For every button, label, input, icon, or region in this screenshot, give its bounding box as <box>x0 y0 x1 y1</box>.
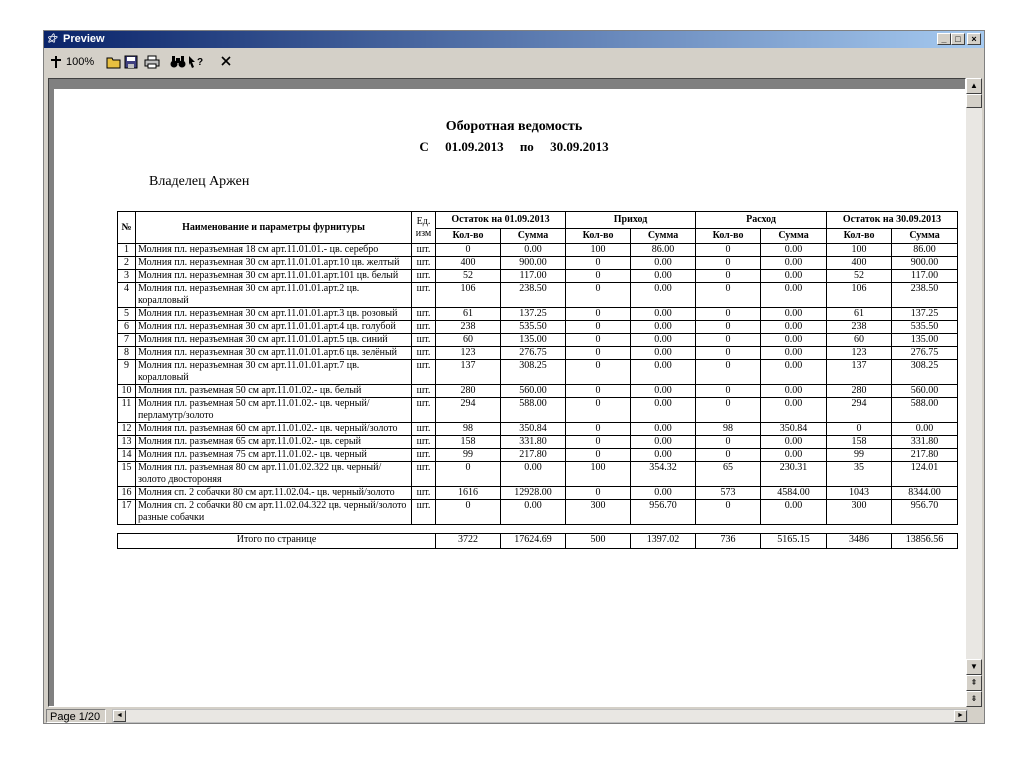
cell-name: Молния пл. неразъемная 30 см арт.11.01.01.арт.7 цв. коралловый <box>136 360 412 385</box>
cell-income-qty: 0 <box>566 360 631 385</box>
total-label: Итого по странице <box>118 534 436 549</box>
cell-unit: шт. <box>412 347 436 360</box>
cell-income-qty: 100 <box>566 462 631 487</box>
cell-end-sum: 276.75 <box>892 347 958 360</box>
cell-income-qty: 0 <box>566 398 631 423</box>
cell-expense-qty: 573 <box>696 487 761 500</box>
cell-income-qty: 0 <box>566 283 631 308</box>
cell-expense-qty: 0 <box>696 436 761 449</box>
cell-num: 10 <box>118 385 136 398</box>
cell-end-sum: 86.00 <box>892 244 958 257</box>
cell-end-sum: 124.01 <box>892 462 958 487</box>
cell-end-sum: 331.80 <box>892 436 958 449</box>
cell-income-sum: 0.00 <box>631 487 696 500</box>
period-date-to: 30.09.2013 <box>550 139 609 154</box>
cell-end-qty: 123 <box>827 347 892 360</box>
cell-income-qty: 100 <box>566 244 631 257</box>
table-row <box>118 257 958 270</box>
cell-income-qty: 0 <box>566 436 631 449</box>
cell-unit: шт. <box>412 487 436 500</box>
cell-end-qty: 106 <box>827 283 892 308</box>
cell-name: Молния пл. неразъемная 30 см арт.11.01.01.арт.2 цв. коралловый <box>136 283 412 308</box>
cell-end-qty: 300 <box>827 500 892 525</box>
cell-unit: шт. <box>412 334 436 347</box>
cell-end-sum: 117.00 <box>892 270 958 283</box>
period-from-label: С <box>419 139 429 154</box>
cell-expense-sum: 0.00 <box>761 270 827 283</box>
cell-unit: шт. <box>412 244 436 257</box>
cell-end-qty: 1043 <box>827 487 892 500</box>
table-row <box>118 423 958 436</box>
preview-window <box>43 30 985 724</box>
cell-unit: шт. <box>412 462 436 487</box>
cell-income-sum: 0.00 <box>631 257 696 270</box>
col-header-qty: Кол-во <box>827 229 892 244</box>
cell-start-sum: 560.00 <box>501 385 566 398</box>
cell-income-sum: 0.00 <box>631 360 696 385</box>
cell-expense-qty: 0 <box>696 308 761 321</box>
total-value: 500 <box>566 534 631 549</box>
cell-end-qty: 35 <box>827 462 892 487</box>
find-icon[interactable] <box>170 53 186 71</box>
cell-unit: шт. <box>412 500 436 525</box>
cell-end-sum: 137.25 <box>892 308 958 321</box>
title-bar <box>44 31 984 48</box>
table-row <box>118 321 958 334</box>
cell-expense-sum: 0.00 <box>761 347 827 360</box>
table-row <box>118 398 958 423</box>
cell-start-qty: 60 <box>436 334 501 347</box>
cell-start-qty: 98 <box>436 423 501 436</box>
cell-expense-qty: 0 <box>696 321 761 334</box>
cell-start-qty: 0 <box>436 500 501 525</box>
table-row <box>118 487 958 500</box>
cell-name: Молния пл. неразъемная 30 см арт.11.01.01.арт.5 цв. синий <box>136 334 412 347</box>
cell-unit: шт. <box>412 270 436 283</box>
col-header-sum: Сумма <box>631 229 696 244</box>
scroll-up-button[interactable]: ▲ <box>966 78 982 94</box>
app-icon: ⚝ <box>47 33 57 44</box>
cell-name: Молния пл. неразъемная 30 см арт.11.01.01.арт.3 цв. розовый <box>136 308 412 321</box>
zoom-icon[interactable] <box>50 53 64 71</box>
cell-unit: шт. <box>412 257 436 270</box>
cell-start-sum: 137.25 <box>501 308 566 321</box>
col-header-start-balance: Остаток на 01.09.2013 <box>436 212 566 229</box>
cell-start-qty: 99 <box>436 449 501 462</box>
preview-viewport[interactable] <box>48 78 966 707</box>
cell-start-sum: 238.50 <box>501 283 566 308</box>
period-date-from: 01.09.2013 <box>445 139 504 154</box>
cell-num: 7 <box>118 334 136 347</box>
turnover-table <box>117 211 958 549</box>
cell-expense-qty: 0 <box>696 244 761 257</box>
cell-num: 4 <box>118 283 136 308</box>
total-value: 17624.69 <box>501 534 566 549</box>
horizontal-scrollbar[interactable] <box>112 709 968 723</box>
scroll-thumb[interactable] <box>966 94 982 108</box>
table-row <box>118 500 958 525</box>
cell-income-sum: 0.00 <box>631 270 696 283</box>
table-row <box>118 449 958 462</box>
scroll-down-button[interactable]: ▼ <box>966 659 982 675</box>
cell-start-qty: 0 <box>436 244 501 257</box>
cell-name: Молния пл. разъемная 65 см арт.11.01.02.- цв. серый <box>136 436 412 449</box>
col-header-sum: Сумма <box>501 229 566 244</box>
cell-income-qty: 0 <box>566 423 631 436</box>
page-down-button[interactable]: ⇟ <box>966 691 982 707</box>
cell-start-sum: 0.00 <box>501 462 566 487</box>
cell-income-sum: 0.00 <box>631 385 696 398</box>
cell-start-sum: 217.80 <box>501 449 566 462</box>
cell-income-qty: 0 <box>566 270 631 283</box>
cell-name: Молния пл. разъемная 75 см арт.11.01.02.- цв. черный <box>136 449 412 462</box>
cell-income-qty: 0 <box>566 347 631 360</box>
cell-name: Молния пл. разъемная 50 см арт.11.01.02.- цв. белый <box>136 385 412 398</box>
help-pointer-icon[interactable] <box>188 53 204 71</box>
cell-income-qty: 0 <box>566 449 631 462</box>
cell-num: 17 <box>118 500 136 525</box>
report-page <box>54 89 966 707</box>
cell-income-sum: 0.00 <box>631 449 696 462</box>
maximize-button[interactable]: □ <box>951 33 965 45</box>
cell-expense-sum: 0.00 <box>761 308 827 321</box>
total-value: 13856.56 <box>892 534 958 549</box>
table-row <box>118 436 958 449</box>
cell-name: Молния пл. неразъемная 30 см арт.11.01.01.арт.10 цв. желтый <box>136 257 412 270</box>
period-to-label: по <box>519 139 534 154</box>
cell-income-sum: 0.00 <box>631 334 696 347</box>
cell-expense-sum: 0.00 <box>761 398 827 423</box>
col-header-sum: Сумма <box>761 229 827 244</box>
cell-start-qty: 0 <box>436 462 501 487</box>
cell-expense-qty: 0 <box>696 283 761 308</box>
open-icon[interactable] <box>106 53 122 71</box>
cell-end-qty: 61 <box>827 308 892 321</box>
save-icon[interactable] <box>124 53 140 71</box>
cell-end-qty: 280 <box>827 385 892 398</box>
report-title: Оборотная ведомость <box>445 119 583 134</box>
window-title: Preview <box>63 33 105 45</box>
cell-unit: шт. <box>412 436 436 449</box>
col-header-qty: Кол-во <box>436 229 501 244</box>
close-window-button[interactable]: × <box>967 33 981 45</box>
scroll-left-button[interactable]: ◄ <box>113 710 126 722</box>
cell-unit: шт. <box>412 423 436 436</box>
cell-start-sum: 117.00 <box>501 270 566 283</box>
cell-unit: шт. <box>412 283 436 308</box>
cell-start-sum: 535.50 <box>501 321 566 334</box>
cell-end-qty: 100 <box>827 244 892 257</box>
total-value: 3722 <box>436 534 501 549</box>
cell-num: 16 <box>118 487 136 500</box>
cell-end-sum: 535.50 <box>892 321 958 334</box>
cell-start-sum: 276.75 <box>501 347 566 360</box>
cell-income-qty: 0 <box>566 321 631 334</box>
cell-end-sum: 588.00 <box>892 398 958 423</box>
cell-start-qty: 61 <box>436 308 501 321</box>
cell-start-qty: 137 <box>436 360 501 385</box>
cell-expense-sum: 0.00 <box>761 257 827 270</box>
cell-start-sum: 900.00 <box>501 257 566 270</box>
cell-unit: шт. <box>412 449 436 462</box>
zoom-level[interactable]: 100% <box>66 56 95 68</box>
cell-expense-sum: 350.84 <box>761 423 827 436</box>
minimize-button[interactable]: _ <box>937 33 951 45</box>
cell-expense-sum: 0.00 <box>761 321 827 334</box>
page-up-button[interactable]: ⇞ <box>966 675 982 691</box>
cell-end-qty: 158 <box>827 436 892 449</box>
cell-income-qty: 0 <box>566 257 631 270</box>
table-row <box>118 283 958 308</box>
cell-income-sum: 354.32 <box>631 462 696 487</box>
cell-end-qty: 99 <box>827 449 892 462</box>
cell-income-qty: 0 <box>566 334 631 347</box>
cell-unit: шт. <box>412 385 436 398</box>
owner-name: Владелец Аржен <box>149 174 250 189</box>
cell-expense-sum: 230.31 <box>761 462 827 487</box>
report-period <box>54 139 966 155</box>
cell-expense-qty: 0 <box>696 347 761 360</box>
cell-unit: шт. <box>412 360 436 385</box>
page-indicator: Page 1/20 <box>46 709 106 723</box>
cell-num: 6 <box>118 321 136 334</box>
cell-expense-qty: 0 <box>696 449 761 462</box>
col-header-qty: Кол-во <box>696 229 761 244</box>
cell-name: Молния пл. разъемная 80 см арт.11.01.02.322 цв. черный/золото двостороняя <box>136 462 412 487</box>
cell-expense-sum: 0.00 <box>761 334 827 347</box>
total-value: 736 <box>696 534 761 549</box>
cell-start-qty: 123 <box>436 347 501 360</box>
cell-income-sum: 956.70 <box>631 500 696 525</box>
cell-expense-qty: 0 <box>696 360 761 385</box>
cell-expense-qty: 0 <box>696 334 761 347</box>
table-row <box>118 347 958 360</box>
cell-income-sum: 0.00 <box>631 423 696 436</box>
cell-start-qty: 238 <box>436 321 501 334</box>
cell-expense-qty: 0 <box>696 398 761 423</box>
total-value: 1397.02 <box>631 534 696 549</box>
cell-name: Молния сп. 2 собачки 80 см арт.11.02.04.- цв. черный/золото <box>136 487 412 500</box>
total-value: 3486 <box>827 534 892 549</box>
cell-expense-qty: 0 <box>696 500 761 525</box>
cell-end-sum: 217.80 <box>892 449 958 462</box>
cell-end-sum: 560.00 <box>892 385 958 398</box>
cell-expense-sum: 0.00 <box>761 500 827 525</box>
cell-end-qty: 238 <box>827 321 892 334</box>
cell-num: 3 <box>118 270 136 283</box>
cell-income-sum: 0.00 <box>631 321 696 334</box>
cell-name: Молния пл. разъемная 50 см арт.11.01.02.- цв. черный/перламутр/золото <box>136 398 412 423</box>
cell-end-sum: 238.50 <box>892 283 958 308</box>
col-header-num: № <box>118 212 136 244</box>
cell-unit: шт. <box>412 398 436 423</box>
cell-start-sum: 135.00 <box>501 334 566 347</box>
cell-expense-qty: 98 <box>696 423 761 436</box>
cell-expense-qty: 0 <box>696 270 761 283</box>
cell-start-qty: 158 <box>436 436 501 449</box>
cell-num: 11 <box>118 398 136 423</box>
cell-end-qty: 400 <box>827 257 892 270</box>
cell-name: Молния пл. неразъемная 18 см арт.11.01.01.- цв. серебро <box>136 244 412 257</box>
col-header-qty: Кол-во <box>566 229 631 244</box>
cell-num: 2 <box>118 257 136 270</box>
cell-income-sum: 0.00 <box>631 308 696 321</box>
print-icon[interactable] <box>144 53 160 71</box>
toolbar <box>44 49 984 75</box>
cell-name: Молния пл. неразъемная 30 см арт.11.01.01.арт.101 цв. белый <box>136 270 412 283</box>
cell-end-qty: 60 <box>827 334 892 347</box>
cell-expense-qty: 0 <box>696 257 761 270</box>
cell-income-sum: 0.00 <box>631 436 696 449</box>
cell-num: 8 <box>118 347 136 360</box>
col-header-sum: Сумма <box>892 229 958 244</box>
cell-start-qty: 52 <box>436 270 501 283</box>
cell-start-sum: 331.80 <box>501 436 566 449</box>
cell-expense-qty: 65 <box>696 462 761 487</box>
cell-start-qty: 1616 <box>436 487 501 500</box>
cell-expense-sum: 0.00 <box>761 360 827 385</box>
cell-name: Молния пл. неразъемная 30 см арт.11.01.01.арт.6 цв. зелёный <box>136 347 412 360</box>
cell-income-qty: 0 <box>566 308 631 321</box>
cell-num: 9 <box>118 360 136 385</box>
table-row <box>118 334 958 347</box>
col-header-income: Приход <box>566 212 696 229</box>
cell-income-sum: 0.00 <box>631 398 696 423</box>
total-row <box>118 534 958 549</box>
cell-income-sum: 0.00 <box>631 347 696 360</box>
cell-unit: шт. <box>412 308 436 321</box>
total-value: 5165.15 <box>761 534 827 549</box>
cell-end-sum: 0.00 <box>892 423 958 436</box>
cell-start-qty: 400 <box>436 257 501 270</box>
svg-text:?: ? <box>197 57 204 68</box>
cell-expense-qty: 0 <box>696 385 761 398</box>
cell-end-sum: 8344.00 <box>892 487 958 500</box>
cell-start-sum: 0.00 <box>501 500 566 525</box>
cell-expense-sum: 0.00 <box>761 283 827 308</box>
cell-expense-sum: 0.00 <box>761 436 827 449</box>
cell-end-qty: 137 <box>827 360 892 385</box>
cell-start-qty: 106 <box>436 283 501 308</box>
table-body <box>118 244 958 549</box>
cell-end-qty: 294 <box>827 398 892 423</box>
cell-name: Молния сп. 2 собачки 80 см арт.11.02.04.322 цв. черный/золото разные собачки <box>136 500 412 525</box>
cell-end-sum: 900.00 <box>892 257 958 270</box>
table-row <box>118 360 958 385</box>
cell-end-qty: 0 <box>827 423 892 436</box>
cell-income-qty: 0 <box>566 385 631 398</box>
cell-num: 14 <box>118 449 136 462</box>
cell-expense-sum: 0.00 <box>761 385 827 398</box>
table-spacer-cell <box>118 525 958 534</box>
cell-unit: шт. <box>412 321 436 334</box>
cell-income-qty: 0 <box>566 487 631 500</box>
cell-num: 12 <box>118 423 136 436</box>
close-preview-icon[interactable] <box>220 53 234 71</box>
cell-end-sum: 308.25 <box>892 360 958 385</box>
cell-expense-sum: 0.00 <box>761 244 827 257</box>
cell-start-sum: 308.25 <box>501 360 566 385</box>
cell-start-sum: 588.00 <box>501 398 566 423</box>
cell-num: 13 <box>118 436 136 449</box>
cell-start-qty: 280 <box>436 385 501 398</box>
col-header-name: Наименование и параметры фурнитуры <box>136 212 412 244</box>
cell-num: 15 <box>118 462 136 487</box>
table-row <box>118 462 958 487</box>
vertical-scrollbar[interactable] <box>966 78 982 707</box>
table-row <box>118 385 958 398</box>
cell-num: 5 <box>118 308 136 321</box>
col-header-unit: Ед. изм <box>412 212 436 244</box>
table-row <box>118 308 958 321</box>
cell-start-sum: 12928.00 <box>501 487 566 500</box>
cell-end-sum: 135.00 <box>892 334 958 347</box>
cell-end-sum: 956.70 <box>892 500 958 525</box>
col-header-expense: Расход <box>696 212 827 229</box>
cell-end-qty: 52 <box>827 270 892 283</box>
cell-name: Молния пл. разъемная 60 см арт.11.01.02.- цв. черный/золото <box>136 423 412 436</box>
table-row <box>118 270 958 283</box>
cell-start-sum: 0.00 <box>501 244 566 257</box>
status-bar <box>44 708 984 724</box>
scroll-right-button[interactable]: ► <box>954 710 967 722</box>
cell-income-sum: 0.00 <box>631 283 696 308</box>
col-header-end-balance: Остаток на 30.09.2013 <box>827 212 958 229</box>
cell-expense-sum: 4584.00 <box>761 487 827 500</box>
cell-num: 1 <box>118 244 136 257</box>
cell-income-sum: 86.00 <box>631 244 696 257</box>
cell-start-qty: 294 <box>436 398 501 423</box>
table-row <box>118 244 958 257</box>
cell-start-sum: 350.84 <box>501 423 566 436</box>
cell-name: Молния пл. неразъемная 30 см арт.11.01.01.арт.4 цв. голубой <box>136 321 412 334</box>
table-spacer <box>118 525 958 534</box>
cell-income-qty: 300 <box>566 500 631 525</box>
cell-expense-sum: 0.00 <box>761 449 827 462</box>
